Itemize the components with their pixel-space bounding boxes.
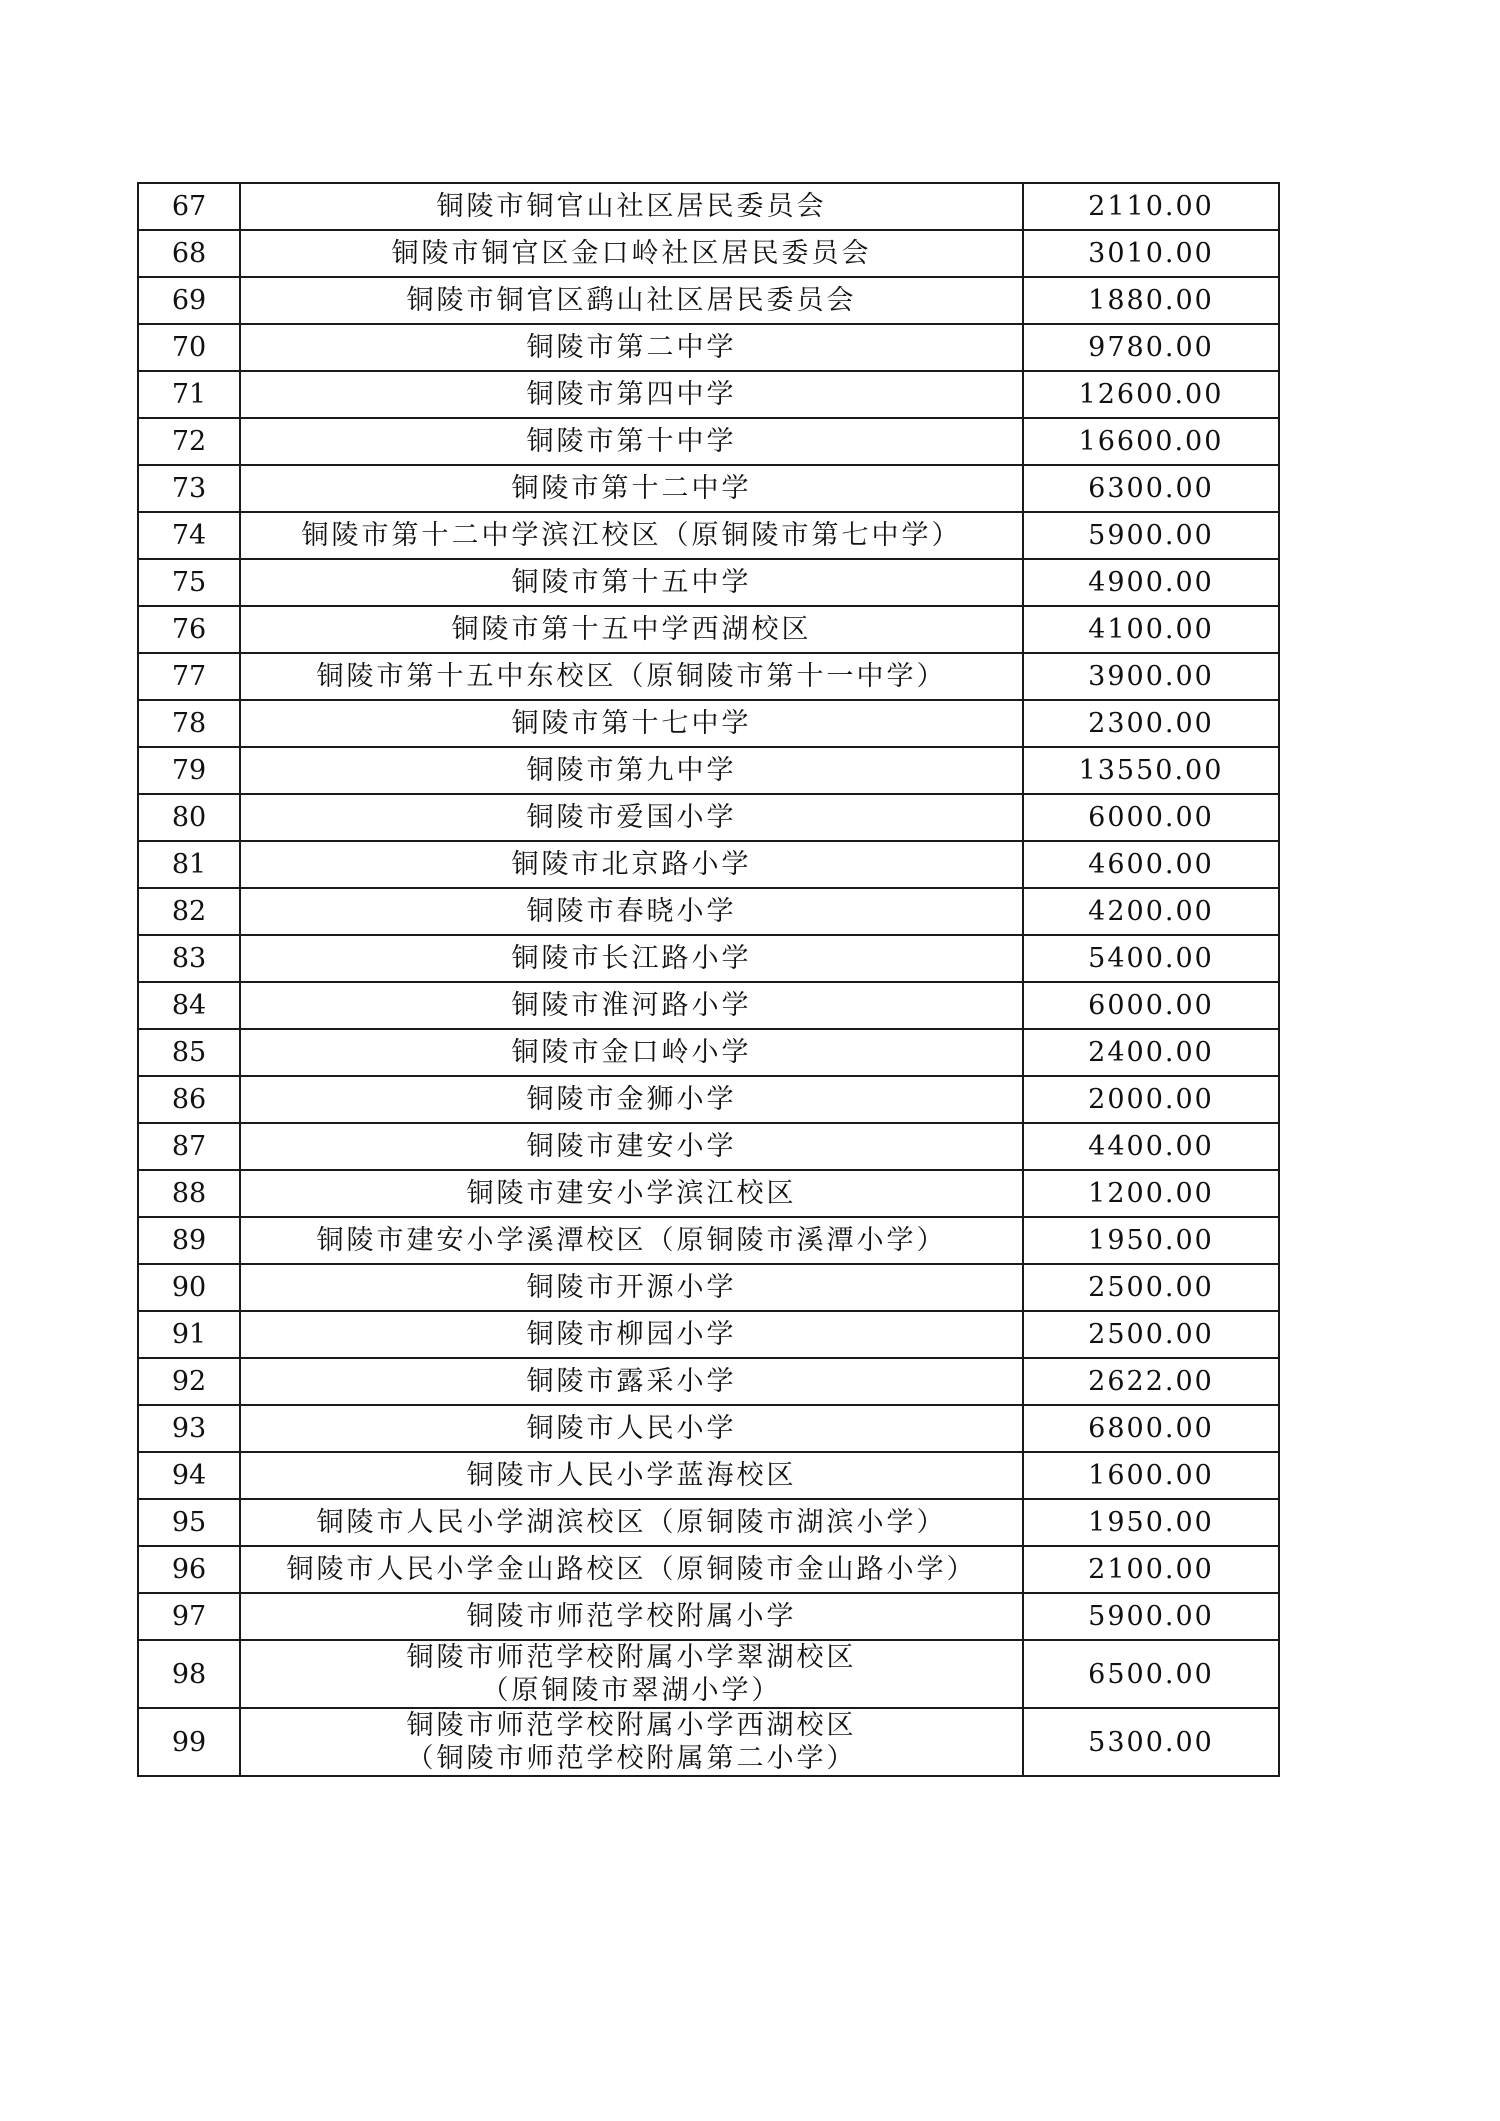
amount-cell: 6500.00 <box>1023 1640 1279 1708</box>
row-number-cell: 74 <box>138 512 240 559</box>
table-row <box>138 1358 1279 1405</box>
table-row <box>138 1170 1279 1217</box>
unit-name-line: 铜陵市建安小学滨江校区 <box>466 1177 797 1209</box>
unit-name-line: 铜陵市第十五中学西湖校区 <box>451 613 812 645</box>
amount-cell: 2500.00 <box>1023 1311 1279 1358</box>
amount-cell: 2300.00 <box>1023 700 1279 747</box>
unit-name-cell <box>240 841 1023 888</box>
table-row <box>138 371 1279 418</box>
unit-name-line: 铜陵市第十五中东校区（原铜陵市第十一中学） <box>316 660 947 692</box>
unit-name-cell <box>240 1452 1023 1499</box>
amount-cell: 1880.00 <box>1023 277 1279 324</box>
unit-name-cell <box>240 1123 1023 1170</box>
row-number-cell: 80 <box>138 794 240 841</box>
unit-name-cell <box>240 465 1023 512</box>
table-row <box>138 559 1279 606</box>
unit-name-line: 铜陵市铜官区鹞山社区居民委员会 <box>406 284 857 316</box>
amount-cell: 5900.00 <box>1023 1593 1279 1640</box>
table-row <box>138 606 1279 653</box>
unit-name-line: 铜陵市第十二中学 <box>511 472 752 504</box>
amount-cell: 3900.00 <box>1023 653 1279 700</box>
row-number-cell: 69 <box>138 277 240 324</box>
table-row <box>138 935 1279 982</box>
unit-name-cell <box>240 982 1023 1029</box>
unit-name-line: 铜陵市建安小学 <box>526 1130 737 1162</box>
row-number-cell: 85 <box>138 1029 240 1076</box>
amount-cell: 2100.00 <box>1023 1546 1279 1593</box>
row-number-cell: 93 <box>138 1405 240 1452</box>
amount-cell: 1200.00 <box>1023 1170 1279 1217</box>
unit-name-line: 铜陵市长江路小学 <box>511 942 752 974</box>
table-row <box>138 1217 1279 1264</box>
row-number-cell: 72 <box>138 418 240 465</box>
row-number-cell: 78 <box>138 700 240 747</box>
unit-name-cell <box>240 1311 1023 1358</box>
unit-name-line: 铜陵市金狮小学 <box>526 1083 737 1115</box>
amount-cell: 3010.00 <box>1023 230 1279 277</box>
row-number-cell: 79 <box>138 747 240 794</box>
table-row <box>138 794 1279 841</box>
unit-name-line: 铜陵市淮河路小学 <box>511 989 752 1021</box>
row-number-cell: 70 <box>138 324 240 371</box>
unit-name-line: 铜陵市第十五中学 <box>511 566 752 598</box>
amount-cell: 4100.00 <box>1023 606 1279 653</box>
unit-name-cell <box>240 371 1023 418</box>
amount-cell: 2500.00 <box>1023 1264 1279 1311</box>
row-number-cell: 89 <box>138 1217 240 1264</box>
row-number-cell: 77 <box>138 653 240 700</box>
row-number-cell: 73 <box>138 465 240 512</box>
row-number-cell: 96 <box>138 1546 240 1593</box>
unit-name-line: 铜陵市春晓小学 <box>526 895 737 927</box>
amount-cell: 1950.00 <box>1023 1499 1279 1546</box>
unit-name-line: 铜陵市北京路小学 <box>511 848 752 880</box>
table-row <box>138 982 1279 1029</box>
amount-cell: 1600.00 <box>1023 1452 1279 1499</box>
amount-cell: 5400.00 <box>1023 935 1279 982</box>
amount-cell: 6000.00 <box>1023 794 1279 841</box>
amount-cell: 12600.00 <box>1023 371 1279 418</box>
table-row <box>138 465 1279 512</box>
unit-name-cell <box>240 1640 1023 1708</box>
unit-name-cell <box>240 1264 1023 1311</box>
table-row <box>138 277 1279 324</box>
amount-cell: 9780.00 <box>1023 324 1279 371</box>
amount-cell: 16600.00 <box>1023 418 1279 465</box>
unit-name-cell <box>240 1029 1023 1076</box>
amount-cell: 5300.00 <box>1023 1708 1279 1776</box>
row-number-cell: 88 <box>138 1170 240 1217</box>
table-row <box>138 1452 1279 1499</box>
unit-name-line: 铜陵市第十中学 <box>526 425 737 457</box>
unit-name-cell <box>240 277 1023 324</box>
table-row <box>138 1708 1279 1776</box>
row-number-cell: 91 <box>138 1311 240 1358</box>
row-number-cell: 81 <box>138 841 240 888</box>
row-number-cell: 95 <box>138 1499 240 1546</box>
table-row <box>138 1546 1279 1593</box>
table-row <box>138 1405 1279 1452</box>
row-number-cell: 90 <box>138 1264 240 1311</box>
unit-name-cell <box>240 653 1023 700</box>
unit-name-cell <box>240 559 1023 606</box>
table-row <box>138 183 1279 230</box>
table-row <box>138 1264 1279 1311</box>
row-number-cell: 99 <box>138 1708 240 1776</box>
table-row <box>138 700 1279 747</box>
row-number-cell: 68 <box>138 230 240 277</box>
unit-name-cell <box>240 747 1023 794</box>
unit-name-line: 铜陵市人民小学金山路校区（原铜陵市金山路小学） <box>286 1553 977 1585</box>
unit-name-cell <box>240 512 1023 559</box>
unit-name-cell <box>240 324 1023 371</box>
row-number-cell: 67 <box>138 183 240 230</box>
unit-name-cell <box>240 1593 1023 1640</box>
amount-cell: 2110.00 <box>1023 183 1279 230</box>
allocation-table <box>137 182 1280 1777</box>
amount-cell: 4400.00 <box>1023 1123 1279 1170</box>
table-row <box>138 888 1279 935</box>
table-row <box>138 418 1279 465</box>
unit-name-line: 铜陵市师范学校附属小学翠湖校区 <box>406 1642 857 1673</box>
table-row <box>138 653 1279 700</box>
amount-cell: 4200.00 <box>1023 888 1279 935</box>
row-number-cell: 94 <box>138 1452 240 1499</box>
row-number-cell: 76 <box>138 606 240 653</box>
unit-name-cell <box>240 1217 1023 1264</box>
table-row <box>138 512 1279 559</box>
unit-name-line: （原铜陵市翠湖小学） <box>481 1675 782 1706</box>
unit-name-line: 铜陵市人民小学湖滨校区（原铜陵市湖滨小学） <box>316 1506 947 1538</box>
amount-cell: 2400.00 <box>1023 1029 1279 1076</box>
unit-name-line: （铜陵市师范学校附属第二小学） <box>406 1743 857 1774</box>
amount-cell: 2622.00 <box>1023 1358 1279 1405</box>
amount-cell: 5900.00 <box>1023 512 1279 559</box>
unit-name-line: 铜陵市金口岭小学 <box>511 1036 752 1068</box>
row-number-cell: 92 <box>138 1358 240 1405</box>
amount-cell: 13550.00 <box>1023 747 1279 794</box>
table-row <box>138 1029 1279 1076</box>
amount-cell: 1950.00 <box>1023 1217 1279 1264</box>
row-number-cell: 98 <box>138 1640 240 1708</box>
unit-name-line: 铜陵市第十七中学 <box>511 707 752 739</box>
table-row <box>138 841 1279 888</box>
unit-name-line: 铜陵市第九中学 <box>526 754 737 786</box>
row-number-cell: 84 <box>138 982 240 1029</box>
unit-name-cell <box>240 183 1023 230</box>
unit-name-line: 铜陵市爱国小学 <box>526 801 737 833</box>
row-number-cell: 86 <box>138 1076 240 1123</box>
unit-name-line: 铜陵市开源小学 <box>526 1271 737 1303</box>
unit-name-line: 铜陵市第二中学 <box>526 331 737 363</box>
unit-name-line: 铜陵市师范学校附属小学 <box>466 1600 797 1632</box>
unit-name-line: 铜陵市第十二中学滨江校区（原铜陵市第七中学） <box>301 519 962 551</box>
table-row <box>138 1640 1279 1708</box>
unit-name-cell <box>240 1405 1023 1452</box>
unit-name-cell <box>240 935 1023 982</box>
table-row <box>138 1311 1279 1358</box>
unit-name-line: 铜陵市露采小学 <box>526 1365 737 1397</box>
table-body <box>138 183 1279 1776</box>
row-number-cell: 87 <box>138 1123 240 1170</box>
unit-name-cell <box>240 794 1023 841</box>
unit-name-line: 铜陵市人民小学 <box>526 1412 737 1444</box>
table-row <box>138 324 1279 371</box>
unit-name-cell <box>240 1076 1023 1123</box>
amount-cell: 6300.00 <box>1023 465 1279 512</box>
amount-cell: 6800.00 <box>1023 1405 1279 1452</box>
table-row <box>138 1499 1279 1546</box>
unit-name-line: 铜陵市铜官山社区居民委员会 <box>436 190 827 222</box>
row-number-cell: 97 <box>138 1593 240 1640</box>
table-row <box>138 230 1279 277</box>
unit-name-cell <box>240 418 1023 465</box>
row-number-cell: 83 <box>138 935 240 982</box>
amount-cell: 4600.00 <box>1023 841 1279 888</box>
row-number-cell: 71 <box>138 371 240 418</box>
unit-name-cell <box>240 700 1023 747</box>
unit-name-cell <box>240 1358 1023 1405</box>
table-row <box>138 747 1279 794</box>
table-row <box>138 1593 1279 1640</box>
unit-name-line: 铜陵市柳园小学 <box>526 1318 737 1350</box>
amount-cell: 2000.00 <box>1023 1076 1279 1123</box>
unit-name-cell <box>240 888 1023 935</box>
unit-name-cell <box>240 1499 1023 1546</box>
unit-name-line: 铜陵市师范学校附属小学西湖校区 <box>406 1710 857 1741</box>
table-row <box>138 1123 1279 1170</box>
unit-name-cell <box>240 1170 1023 1217</box>
unit-name-cell <box>240 1708 1023 1776</box>
row-number-cell: 75 <box>138 559 240 606</box>
row-number-cell: 82 <box>138 888 240 935</box>
unit-name-cell <box>240 1546 1023 1593</box>
unit-name-cell <box>240 230 1023 277</box>
amount-cell: 4900.00 <box>1023 559 1279 606</box>
table-row <box>138 1076 1279 1123</box>
amount-cell: 6000.00 <box>1023 982 1279 1029</box>
unit-name-cell <box>240 606 1023 653</box>
unit-name-line: 铜陵市人民小学蓝海校区 <box>466 1459 797 1491</box>
unit-name-line: 铜陵市第四中学 <box>526 378 737 410</box>
unit-name-line: 铜陵市建安小学溪潭校区（原铜陵市溪潭小学） <box>316 1224 947 1256</box>
unit-name-line: 铜陵市铜官区金口岭社区居民委员会 <box>391 237 872 269</box>
